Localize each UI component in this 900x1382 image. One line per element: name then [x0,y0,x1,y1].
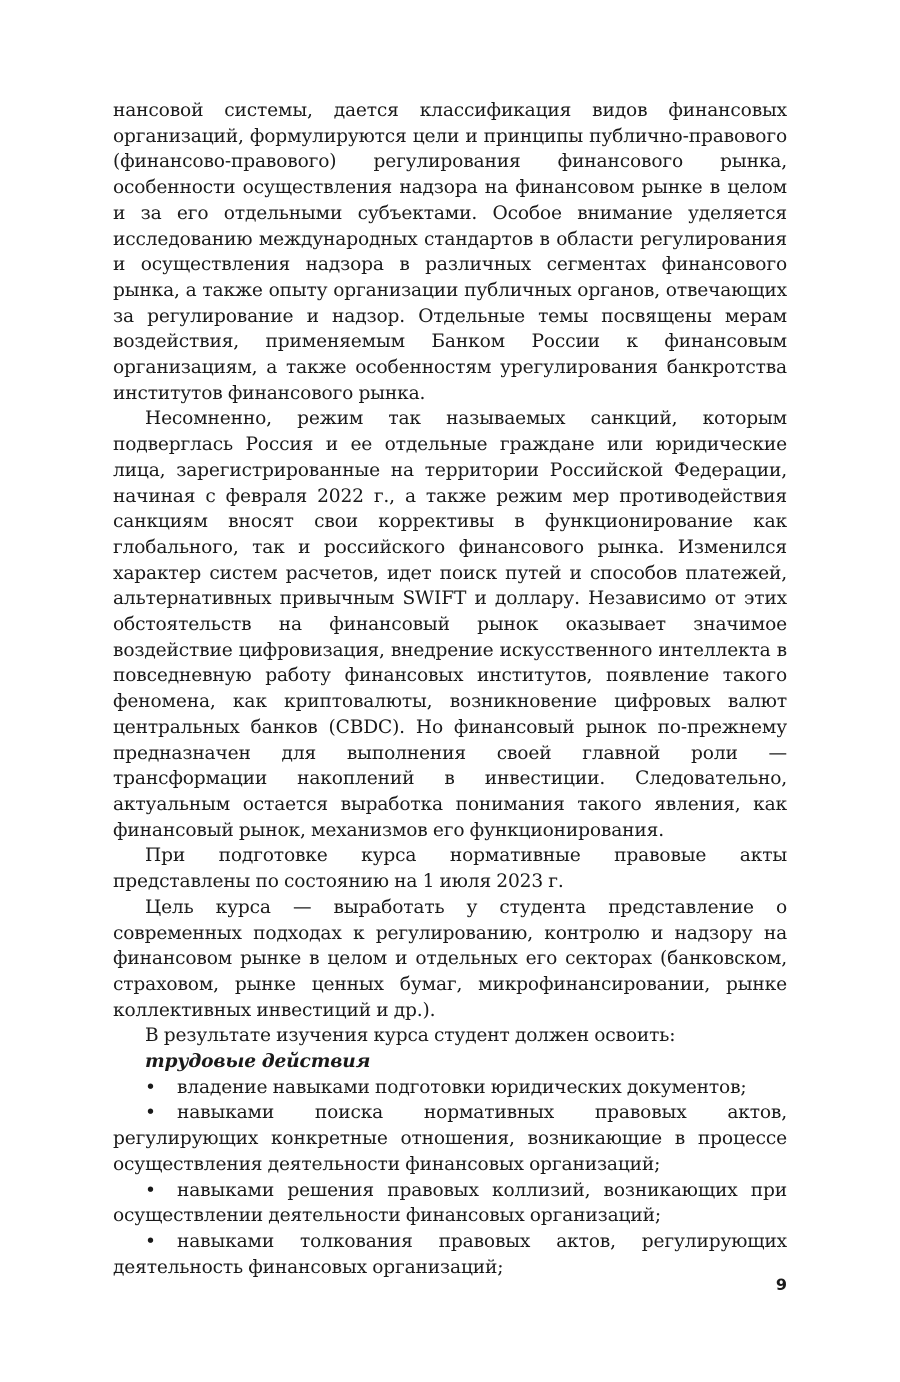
paragraph-legal-acts-date: При подготовке курса нормативные правовые акты представлены по состоянию на 1 июля 2023 г. [113,845,787,893]
paragraph-continuation: нансовой системы, дается классификация видов финансовых организаций, формулируются цели и принципы публично-правового (финансово-правового) регулирования финансового рынка, особенности осуществления надзора на финансовом рынке в целом и за его отдельными субъектами. Особое внимание уделяется исследованию международных стандартов в области регулирования и осуществления надзора в различных сегментах финансового рынка, а также опыту организации публичных органов, отвечающих за регулирование и надзор. Отдельные темы посвящены мерам воздействия, применяемым Банком России к финансовым организациям, а также особенностям урегулирования банкротства институтов финансового рынка. [113,100,787,404]
paragraph-course-goal: Цель курса — выработать у студента представление о современных подходах к регулированию, контролю и надзору на финансовом рынке в целом и отдельных его секторах (банковском, страховом, рынке ценных бумаг, микрофинансировании, рынке коллективных инвестиций и др.). [113,896,787,1021]
list-item [113,1178,787,1229]
paragraph-sanctions: Несомненно, режим так называемых санкций, которым подверглась Россия и ее отдельные граждане или юридические лица, зарегистрированные на территории Российской Федерации, начиная с февраля 2022 г., а также режим мер противодействия санкциям вносят свои коррективы в функционирование как глобального, так и российского финансового рынка. Изменился характер систем расчетов, идет поиск путей и способов платежей, альтернативных привычным SWIFT и доллару. Независимо от этих обстоятельств на финансовый рынок оказывает значимое воздействие цифровизация, внедрение искусственного интеллекта в повседневную работу финансовых институтов, появление такого феномена, как криптовалюты, возникновение цифровых валют центральных банков (CBDC). Но финансовый рынок по-прежнему предназначен для выполнения своей главной роли — трансформации накоплений в инвестиции. Следовательно, актуальным остается выработка понимания такого явления, как финансовый рынок, механизмов его функционирования. [113,408,787,841]
bullet-icon: • [145,1230,156,1252]
list-item-text: владение навыками подготовки юридических документов; [177,1076,747,1098]
list-item-text: навыками толкования правовых актов, регулирующих деятельность финансовых организаций; [113,1230,787,1278]
list-item [113,1229,787,1280]
page-number: 9 [775,1275,787,1294]
bullet-icon: • [145,1076,156,1098]
list-item-text: навыками поиска нормативных правовых актов, регулирующих конкретные отношения, возникающие в процессе осуществления деятельности финансовых организаций; [113,1102,787,1175]
list-item [113,1100,787,1177]
paragraph-learning-outcomes: В результате изучения курса студент должен освоить: [145,1025,676,1047]
list-heading: трудовые действия [145,1051,371,1073]
bullet-icon: • [145,1179,156,1201]
list-item-text: навыками решения правовых коллизий, возникающих при осуществлении деятельности финансовых организаций; [113,1179,787,1227]
bullet-icon: • [145,1102,156,1124]
list-item [113,1075,787,1101]
page-body [113,98,787,1280]
